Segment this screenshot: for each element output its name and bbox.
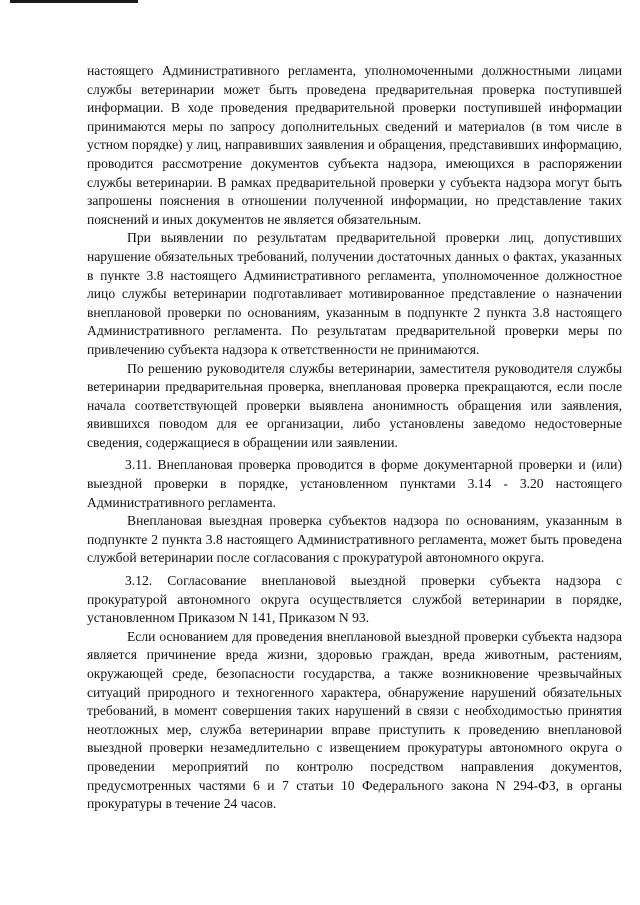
paragraph-check-termination: По решению руководителя службы ветеринарии, заместителя руководителя службы ветеринарии предварительная проверка, внеплановая проверка прекращаются, если после начала соответствующей проверки выявлена анонимность обращения или заявления, явившихся поводом для ее организации, либо установлены заведомо недостоверные сведения, содержащиеся в обращении или заявлении. <box>87 360 622 450</box>
section-3-11: 3.11. Внеплановая проверка проводится в форме документарной проверки и (или) выездной проверки в порядке, установленном пунктами 3.14 - 3.20 настоящего Административного регламента. <box>87 457 622 510</box>
section-3-12: 3.12. Согласование внеплановой выездной проверки субъекта надзора с прокуратурой автономного округа осуществляется службой ветеринарии в порядке, установленном Приказом N 141, Приказом N 93. <box>87 573 622 626</box>
paragraph-urgent-check: Если основанием для проведения внеплановой выездной проверки субъекта надзора является причинение вреда жизни, здоровью граждан, вреда животным, растениям, окружающей среде, безопасности государства, а также возникновение чрезвычайных ситуаций природного и техногенного характера, обнаружение нарушений обязательных требований, в момент совершения таких нарушений в связи с необходимостью принятия неотложных мер, служба ветеринарии вправе приступить к проведению внеплановой выездной проверки незамедлительно с извещением прокуратуры автономного округа о проведении мероприятий по контролю посредством направления документов, предусмотренных частями 6 и 7 статьи 10 Федерального закона N 294-ФЗ, в органы прокуратуры в течение 24 часов. <box>87 628 622 812</box>
document-body <box>87 62 622 814</box>
paragraph-unscheduled-onsite: Внеплановая выездная проверка субъектов надзора по основаниям, указанным в подпункте 2 пункта 3.8 настоящего Административного регламента, может быть проведена службой ветеринарии после согласования с прокуратурой автономного округа. <box>87 513 622 566</box>
paragraph-violation-detection: При выявлении по результатам предварительной проверки лиц, допустивших нарушение обязательных требований, получении достаточных данных о фактах, указанных в пункте 3.8 настоящего Административного регламента, уполномоченное должностное лицо службы ветеринарии подготавливает мотивированное представление о назначении внеплановой проверки по основаниям, указанным в подпункте 2 пункта 3.8 настоящего Административного регламента. По результатам предварительной проверки меры по привлечению субъекта надзора к ответственности не принимаются. <box>87 230 622 357</box>
top-edge-rule <box>10 0 138 3</box>
paragraph-continuation: настоящего Административного регламента, уполномоченными должностными лицами службы ветеринарии может быть проведена предварительная проверка поступившей информации. В ходе проведения предварительной проверки поступившей информации принимаются меры по запросу дополнительных сведений и материалов (в том числе в устном порядке) у лиц, направивших заявления и обращения, представивших информацию, проводится рассмотрение документов субъекта надзора, имеющихся в распоряжении службы ветеринарии. В рамках предварительной проверки у субъекта надзора могут быть запрошены пояснения в отношении полученной информации, но представление таких пояснений и иных документов не является обязательным. <box>87 63 622 227</box>
